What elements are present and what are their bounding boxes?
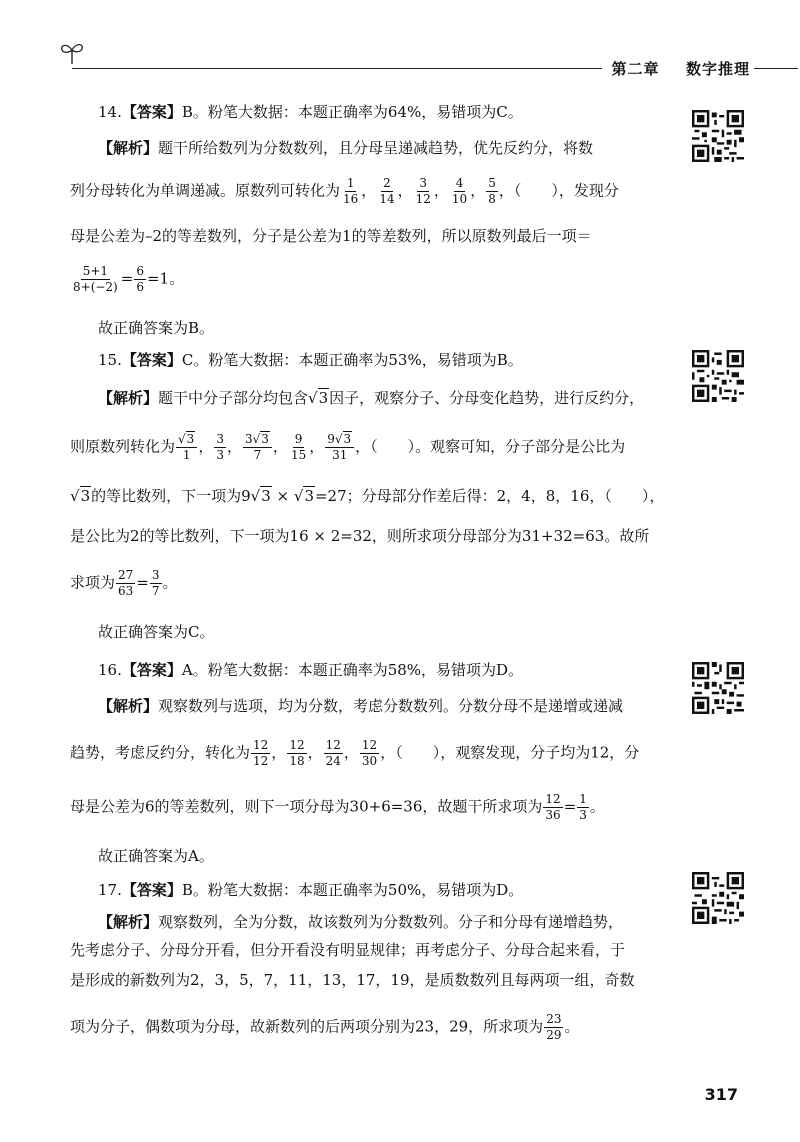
fraction: $\frac{9}{15}$ <box>290 432 307 462</box>
analysis-text: 观察数列，全为分数，故该数列为分数数列。分子和分母有递增趋势， <box>158 913 624 931</box>
fraction: $\frac{12}{12}$ <box>253 738 269 768</box>
qr-code-icon <box>692 872 744 924</box>
question-number: 15. <box>98 351 122 369</box>
conclusion-text: 故正确答案为C。 <box>98 623 215 641</box>
result-text: =1。 <box>146 269 185 288</box>
analysis-text: ，（ ）。观察可知，分子部分是公比为 <box>355 437 626 456</box>
equals-sign: = <box>136 573 149 592</box>
analysis-text: =27；分母部分作差后得：2，4，8，16，（ ）， <box>314 487 665 505</box>
analysis-text: 趋势，考虑反约分，转化为 <box>70 743 251 762</box>
analysis-text: 是形成的新数列为2，3，5，7，11，13，17，19，是质数数列且每两项一组，奇数 <box>70 971 635 989</box>
fraction: $\frac{1}{16}$ <box>343 176 359 206</box>
fraction: $\frac{12}{30}$ <box>361 738 378 768</box>
question-number: 17. <box>98 881 122 899</box>
section-label: 数字推理 <box>685 60 750 78</box>
sqrt-expression: √3 <box>70 487 91 505</box>
answer-text: B。粉笔大数据：本题正确率为64%，易错项为C。 <box>181 103 523 121</box>
answer-label: 【答案】 <box>121 661 182 679</box>
analysis-text: 求项为 <box>70 573 116 592</box>
fraction: $\frac{23}{29}$ <box>546 1012 562 1042</box>
fraction: $\frac{3}{7}$ <box>151 568 160 598</box>
fraction: $\frac{2}{14}$ <box>379 176 395 206</box>
chapter-title <box>612 58 751 79</box>
conclusion-text: 故正确答案为A。 <box>98 847 214 865</box>
fraction: $\frac{5+1}{8+(-2)}$ <box>73 264 118 294</box>
fraction: $\frac{27}{63}$ <box>118 568 134 598</box>
answer-text: C。粉笔大数据：本题正确率为53%，易错项为B。 <box>181 351 523 369</box>
analysis-text: 是公比为2的等比数列，下一项为16 × 2=32，则所求项分母部分为31+32=63。故所 <box>70 527 650 545</box>
result-text: 。 <box>564 1017 580 1036</box>
fraction: $\frac{3}{12}$ <box>415 176 431 206</box>
analysis-text: 母是公差为–2的等差数列，分子是公差为1的等差数列，所以原数列最后一项＝ <box>70 227 592 245</box>
equals-sign: = <box>120 269 134 288</box>
analysis-text: 列分母转化为单调递减。原数列可转化为 <box>70 181 341 200</box>
fraction: $\frac{5}{8}$ <box>488 176 496 206</box>
analysis-text: ，（ ），观察发现，分子均为12，分 <box>380 743 640 762</box>
result-text: 。 <box>162 573 178 592</box>
sprout-icon <box>58 40 86 66</box>
page-number: 317 <box>704 1085 738 1104</box>
analysis-text: 母是公差为6的等差数列，则下一项分母为30+6=36，故题干所求项为 <box>70 797 543 816</box>
sqrt-expression: √3 <box>308 389 329 407</box>
header-rule-right <box>754 68 798 69</box>
fraction: $\frac{3}{3}$ <box>216 432 224 462</box>
answer-label: 【答案】 <box>121 351 182 369</box>
running-header <box>58 38 798 82</box>
fraction: $\frac{√3}{1}$ <box>176 432 197 463</box>
header-rule-left <box>72 68 602 69</box>
question-number: 14. <box>98 103 122 121</box>
analysis-label: 【解析】 <box>98 697 159 715</box>
analysis-text: 观察数列与选项，均为分数，考虑分数数列。分数分母不是递增或递减 <box>158 697 624 715</box>
fraction: $\frac{9√3}{31}$ <box>325 432 354 463</box>
analysis-text: 的等比数列，下一项为9 <box>91 487 251 505</box>
fraction: $\frac{12}{36}$ <box>545 792 561 822</box>
answer-text: B。粉笔大数据：本题正确率为50%，易错项为D。 <box>181 881 524 899</box>
times-sign: × <box>271 487 294 505</box>
analysis-text: 因子，观察分子、分母变化趋势，进行反约分， <box>329 389 645 407</box>
sqrt-expression: √3 <box>293 487 314 505</box>
analysis-label: 【解析】 <box>98 913 159 931</box>
analysis-text: ，（ ），发现分 <box>498 181 619 200</box>
answer-text: A。粉笔大数据：本题正确率为58%，易错项为D。 <box>181 661 524 679</box>
qr-code-icon <box>692 662 744 714</box>
fraction: $\frac{12}{24}$ <box>325 738 341 768</box>
analysis-label: 【解析】 <box>98 139 159 157</box>
analysis-text: 则原数列转化为 <box>70 437 176 456</box>
fraction: $\frac{3√3}{7}$ <box>243 432 272 463</box>
conclusion-text: 故正确答案为B。 <box>98 319 215 337</box>
result-text: 。 <box>589 797 605 816</box>
answer-label: 【答案】 <box>121 103 182 121</box>
analysis-text: 先考虑分子、分母分开看，但分开看没有明显规律；再考虑分子、分母合起来看，于 <box>70 941 626 959</box>
sqrt-expression: √3 <box>250 487 271 505</box>
fraction: $\frac{12}{18}$ <box>289 738 305 768</box>
question-number: 16. <box>98 661 122 679</box>
equals-sign: = <box>563 797 577 816</box>
chapter-label: 第二章 <box>611 60 660 78</box>
answer-label: 【答案】 <box>121 881 182 899</box>
qr-code-icon <box>692 110 744 162</box>
analysis-text: 题干所给数列为分数数列，且分母呈递减趋势，优先反约分，将数 <box>158 139 594 157</box>
fraction: $\frac{6}{6}$ <box>136 264 144 294</box>
fraction: $\frac{4}{10}$ <box>451 176 468 206</box>
analysis-label: 【解析】 <box>98 389 159 407</box>
analysis-text: 题干中分子部分均包含 <box>158 389 309 407</box>
analysis-text: 项为分子，偶数项为分母，故新数列的后两项分别为23，29，所求项为 <box>70 1017 544 1036</box>
qr-code-icon <box>692 350 744 402</box>
fraction: $\frac{1}{3}$ <box>579 792 587 822</box>
